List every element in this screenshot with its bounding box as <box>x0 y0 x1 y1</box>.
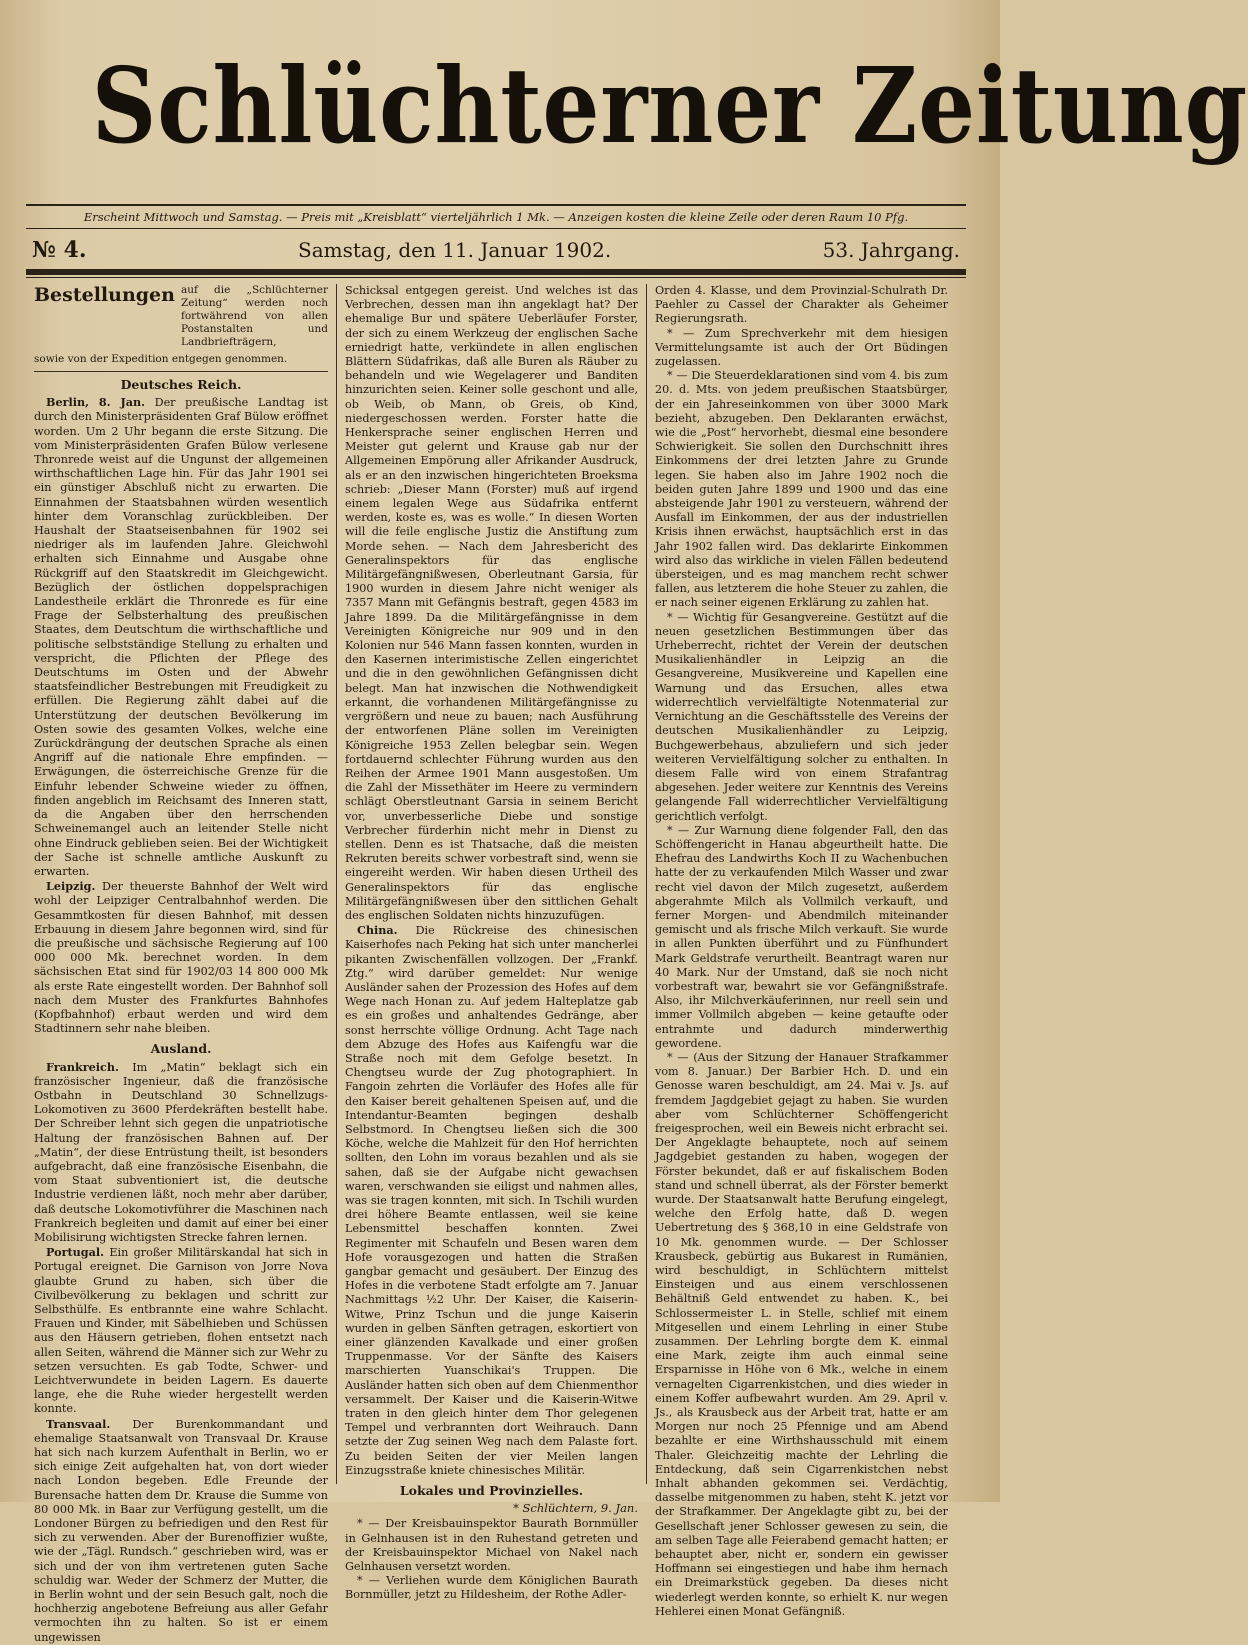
lead-berlin: Berlin, 8. Jan. <box>46 395 146 410</box>
section-lokales: Lokales und Provinzielles. <box>399 1483 584 1499</box>
subscription-text: auf die „Schlüchterner Zeitung“ werden noch fortwährend von allen Postanstalten und Landbriefträgern, <box>180 284 328 348</box>
rule-thin <box>26 277 966 278</box>
subscription-title: Bestellungen <box>34 284 175 306</box>
subscription-notice <box>34 284 328 349</box>
article-leipzig <box>34 879 328 1036</box>
article-portugal <box>34 1245 328 1416</box>
lead-portugal: Portugal. <box>46 1245 104 1260</box>
local-item-1: * — Der Kreisbauinspektor Baurath Bornmüller in Gelnhausen ist in den Ruhestand getreten und der Kreisbauinspektor Michael von Nakel nach Gelnhausen versetzt worden. <box>345 1517 638 1574</box>
lead-leipzig: Leipzig. <box>46 879 96 894</box>
text-frankreich: Im „Matin“ beklagt sich ein französischer Ingenieur, daß die französische Ostbahn in Deutschland 30 Schnellzugs-Lokomotiven zu 3600 Pferdekräften bestellt habe. Der Schreiber lehnt sich gegen die unpatriotische Haltung der französischen Bahnen auf. Der „Matin“, der diese Entrüstung theilt, ist besonders aufgebracht, daß eine französische Eisenbahn, die vom Staat subventioniert ist, die deutsche Industrie verdienen läßt, noch mehr aber darüber, daß deutsche Lokomotivführer die Maschinen nach Frankreich begleiten und damit auf einer bei einer Mobilisirung wichtigsten Strecke fahren lernen. <box>34 1060 328 1244</box>
article-columns <box>26 284 966 1644</box>
text-berlin: Der preußische Landtag ist durch den Ministerpräsidenten Graf Bülow eröffnet worden. Um 2 Uhr begann die erste Sitzung. Die vom Ministerpräsidenten Grafen Bülow verlesene Thronrede weist auf die Ungunst der allgemeinen wirthschaftlichen Lage hin. Für das Jahr 1901 sei ein günstiger Abschluß nicht zu erwarten. Die Einnahmen der Staatsbahnen würden wesentlich hinter dem Voranschlag zurückbleiben. Der Haushalt der Staatseisenbahnen für 1902 sei niedriger als im laufenden Jahre. Gleichwohl erhalten sich Einnahme und Ausgabe ohne Rückgriff auf den Staatskredit im Gleichgewicht. Bezüglich der östlichen doppelsprachigen Landestheile erklärt die Thronrede es für eine Frage der Selbsterhaltung des preußischen Staates, dem Deutschtum die wirthschaftliche und politische selbstständige Stellung zu erhalten und verspricht, die Pflichten der Pflege des Deutschtums im Osten und der Abwehr staatsfeindlicher Bestrebungen mit Freudigkeit zu erfüllen. Die Regierung zählt dabei auf die Unterstützung der deutschen Bevölkerung im Osten sowie des gesamten Volkes, welche eine Zurückdrängung der deutschen Sprache als einen Angriff auf die nationale Ehre empfinden. — Erwägungen, die österreichische Grenze für die Einfuhr lebender Schweine wieder zu öffnen, finden angeblich im Reichsamt des Inneren statt, da die Angaben über den herrschenden Schweinemangel auch an leitender Stelle nicht ohne Eindruck geblieben seien. Bei der Wichtigkeit der Sache ist schnelle amtliche Auskunft zu erwarten. <box>34 396 329 878</box>
volume-year: 53. Jahrgang. <box>822 238 960 262</box>
local-item-2-cont: Orden 4. Klasse, und dem Provinzial-Schulrath Dr. Paehler zu Cassel der Charakter als Geheimer Regierungsrath. <box>655 284 948 326</box>
dateline <box>26 229 966 269</box>
article-china <box>345 923 638 1478</box>
local-item-3: * — Zum Sprechverkehr mit dem hiesigen Vermittelungsamte ist auch der Ort Büdingen zugelassen. <box>655 326 948 369</box>
column-2 <box>336 284 646 1602</box>
issue-date: Samstag, den 11. Januar 1902. <box>298 238 612 262</box>
local-item-5: * — Wichtig für Gesangvereine. Gestützt auf die neuen gesetzlichen Bestimmungen über das Urheberrecht, richtet der Verein der deutschen Musikalienhändler in Leipzig an die Gesangvereine, Musikvereine und Kapellen eine Warnung und das Ersuchen, alles etwa widerrechtlich vervielfältigte Notenmaterial zur Vernichtung an die Geschäftsstelle des Vereins der deutschen Musikalienhändler zu Leipzig, Buchgewerbehaus, abzuliefern und sich jeder weiteren Vervielfältigung solcher zu enthalten. In diesem Falle wird von einem Strafantrag abgesehen. Jeder weitere zur Kenntnis des Vereins gelangende Fall widerrechtlicher Vervielfältigung gerichtlich verfolgt. <box>655 610 948 823</box>
column-3 <box>646 284 956 1618</box>
column-1 <box>26 284 336 1644</box>
text-leipzig: Der theuerste Bahnhof der Welt wird wohl der Leipziger Centralbahnhof werden. Die Gesammtkosten für diesen Bahnhof, mit dessen Erbauung in diesem Jahre begonnen wird, sind für die preußische und sächsische Regierung auf 100 000 000 Mk. berechnet worden. In dem sächsischen Etat sind für 1902/03 14 800 000 Mk als erste Rate eingestellt worden. Der Bahnhof soll nach dem Muster des Frankfurtes Bahnhofes (Kopfbahnhof) erbaut werden und wird dem Stadtinnern sehr nahe bleiben. <box>34 880 329 1036</box>
local-dateline: * Schlüchtern, 9. Jan. <box>513 1501 638 1516</box>
local-item-6: * — Zur Warnung diene folgender Fall, den das Schöffengericht in Hanau abgeurtheilt hatte. Die Ehefrau des Landwirths Koch II zu Wachenbuchen hatte der zu verkaufenden Milch Wasser und zwar recht viel davon der Milch zugesetzt, außerdem abgerahmte Milch als Vollmilch verkauft, und ferner Morgen- und Abendmilch miteinander gemischt und als frische Milch verkauft. Sie wurde in allen Punkten überführt und zu Fünfhundert Mark Geldstrafe verurtheilt. Beantragt waren nur 40 Mark. Nur der Umstand, daß sie noch nicht vorbestraft war, bewahrt sie vor Gefängnißstrafe. Also, ihr Milchverkäuferinnen, nur reell sein und immer Vollmilch abgeben — keine getaufte oder entrahmte und dadurch minderwerthig gewordene. <box>655 823 948 1050</box>
article-transvaal <box>34 1417 328 1645</box>
text-portugal: Ein großer Militärskandal hat sich in Portugal ereignet. Die Garnison von Jorre Nova glaubte Grund zu haben, sich über die Civilbevölkerung zu beklagen und schritt zur Selbsthülfe. Es entbrannte eine wahre Schlacht. Frauen und Kinder, mit Säbelhieben und Schüssen aus den Häusern getrieben, flohen entsetzt nach allen Seiten, während die Männer sich zur Wehr zu setzen versuchten. Es gab Todte, Schwer- und Leichtverwundete in beiden Lagern. Es dauerte lange, ehe die Ruhe wieder hergestellt werden konnte. <box>34 1246 328 1416</box>
section-deutsches-reich: Deutsches Reich. <box>120 377 242 392</box>
article-berlin <box>34 395 328 879</box>
subscription-tail: sowie von der Expedition entgegen genommen. <box>34 353 328 372</box>
text-china: Die Rückreise des chinesischen Kaiserhofes nach Peking hat sich unter mancherlei pikanten Zwischenfällen vollzogen. Der „Frankf. Ztg.“ wird darüber gemeldet: Nur wenige Ausländer sahen der Prozession des Hofes auf dem Wege nach Honan zu. Auf jedem Halteplatze gab es ein großes und anhaltendes Gedränge, aber sonst herrschte völlige Ordnung. Acht Tage nach dem Abzuge des Hofes aus Kaifengfu war die Straße noch mit dem Gefolge besetzt. In Chengtseu wurde der Zug photographiert. In Fangoin zehrten die Vorläufer des Hofes alle für den Kaiser bereit gehaltenen Speisen auf, und die Intendantur-Beamten begingen deshalb Selbstmord. In Chengtseu ließen sich die 300 Köche, welche die Mahlzeit für den Hof herrichten sollten, den Lohn im voraus bezahlen und als sie sahen, daß sie der Aufgabe nicht gewachsen waren, verschwanden sie eiligst und nahmen alles, was sie tragen konnten, mit sich. In Tschili wurden drei höhere Beamte entlassen, weil sie keine Lebensmittel beschaffen konnten. Zwei Regimenter mit Schaufeln und Besen waren dem Hofe vorausgezogen und hatten die Straßen gangbar gemacht und gesäubert. Der Einzug des Hofes in die verbotene Stadt erfolgte am 7. Januar Nachmittags ½2 Uhr. Der Kaiser, die Kaiserin-Witwe, Prinz Tschun und die junge Kaiserin wurden in gelben Sänften getragen, eskortiert von einer glänzenden Kavalkade und einer großen Truppenmasse. Vor der Sänfte des Kaisers marschierten Yuanschikai's Truppen. Die Ausländer hatten sich oben auf dem Chienmenthor versammelt. Der Kaiser und die Kaiserin-Witwe traten in den gleich hinter dem Thor gelegenen Tempel und verbrannten dort Weihrauch. Dann setzte der Zug seinen Weg nach dem Palaste fort. Zu beiden Seiten der vier Meilen langen Einzugsstraße kniete chinesisches Militär. <box>345 924 638 1477</box>
lead-frankreich: Frankreich. <box>46 1059 119 1074</box>
masthead-title: Schlüchterner Zeitung <box>91 44 1248 167</box>
text-transvaal: Der Burenkommandant und ehemalige Staatsanwalt von Transvaal Dr. Krause hat sich nach kurzem Aufenthalt in Berlin, wo er sich einige Zeit aufgehalten hat, von dort wieder nach London begeben. Edle Freunde der Burensache hatten dem Dr. Krause die Summe von 80 000 Mk. in Baar zur Verfügung gestellt, um die Londoner Bürgen zu befriedigen und den Rest für sich zu verwenden. Aber der Burenoffizier wußte, wie der „Tägl. Rundsch.“ geschrieben wird, was er sich und der von ihm vertretenen guten Sache schuldig war. Weder der Schmerz der Mutter, die in Berlin wohnt und der sein Besuch galt, noch die hochherzig angebotene Befreiung aus aller Gefahr vermochten ihn zu halten. So ist er einem ungewissen <box>34 1417 328 1644</box>
rule-thick <box>26 269 966 275</box>
issue-number: № 4. <box>32 237 87 263</box>
lead-china: China. <box>357 923 398 938</box>
lead-transvaal: Transvaal. <box>46 1416 111 1431</box>
article-frankreich <box>34 1060 328 1246</box>
local-item-2: * — Verliehen wurde dem Königlichen Baurath Bornmüller, jetzt zu Hildesheim, der Rothe Adler- <box>345 1574 638 1602</box>
section-ausland: Ausland. <box>150 1041 212 1057</box>
local-item-7: * — (Aus der Sitzung der Hanauer Strafkammer vom 8. Januar.) Der Barbier Hch. D. und ein Genosse waren beschuldigt, am 24. Mai v. Js. auf fremdem Jagdgebiet gejagt zu haben. Sie wurden aber vom Schlüchterner Schöffengericht freigesprochen, weil ein Beweis nicht erbracht sei. Der Angeklagte behauptete, noch auf seinem Jagdgebiet gestanden zu haben, wogegen der Förster bekundet, daß er auf fiskalischem Boden stand und schnell überrat, als der Förster bemerkt wurde. Der Staatsanwalt hatte Berufung eingelegt, welche den Erfolg hatte, daß D. wegen Uebertretung des § 368,10 in eine Geldstrafe von 10 Mk. genommen wurde. — Der Schlosser Krausbeck, gebürtig aus Bukarest in Rumänien, wird beschuldigt, in Schlüchtern mittelst Einsteigen und aus einem verschlossenen Behältniß Geld entwendet zu haben. K., bei Schlossermeister L. in Stelle, schlief mit einem Mitgesellen und einem Lehrling in einer Stube zusammen. Der Lehrling borgte dem K. einmal eine Mark, zeigte ihm auch einmal seine Ersparnisse in Höhe von 6 Mk., welche in einem vernagelten Cigarrenkistchen, und dies wieder in einem Koffer aufbewahrt wurden. Am 29. April v. Js., als Krausbeck aus der Arbeit trat, hatte er am Morgen nur noch 25 Pfennige und am Abend bezahlte er eine Wirthshausschuld mit einem Thaler. Gleichzeitig machte der Lehrling die Entdeckung, daß sein Cigarrenkistchen nebst Inhalt abhanden gekommen sei. Verdächtig, dasselbe mitgenommen zu haben, steht K. jetzt vor der Strafkammer. Der Angeklagte gibt zu, bei der Gesellschaft jener Schlosser gewesen zu sein, die am selben Tage alle Feierabend gemacht hatten; er behauptet aber, nicht er, sondern ein gewisser Hoffmann sei eingestiegen und habe ihm hernach ein Dreimarkstück gegeben. Da dieses nicht wiederlegt werden konnte, so erhielt K. nur wegen Hehlerei einen Monat Gefängniß. <box>655 1050 948 1618</box>
local-item-4: * — Die Steuerdeklarationen sind vom 4. bis zum 20. d. Mts. von jedem preußischen Staatsbürger, der ein Jahreseinkommen von über 3000 Mark bezieht, abzugeben. Den Deklaranten erwächst, wie die „Post“ hervorhebt, diesmal eine besondere Schwierigkeit. Sie sollen den Durchschnitt ihres Einkommens der drei letzten Jahre zu Grunde legen. Sie haben also im Jahre 1902 noch die beiden guten Jahre 1899 und 1900 und das eine absteigende Jahr 1901 zu versteuern, während der Ausfall im Einkommen, der aus der industriellen Krisis ihnen erwächst, hauptsächlich erst in das Jahr 1902 fallen wird. Das deklarirte Einkommen wird also das wirkliche in vielen Fällen bedeutend übersteigen, und es mag manchem recht schwer fallen, aus letzterem die hohe Steuer zu zahlen, die er nach seiner eigenen Erklärung zu zahlen hat. <box>655 369 948 610</box>
subscription-line: Erscheint Mittwoch und Samstag. — Preis mit „Kreisblatt“ vierteljährlich 1 Mk. — Anzeigen kosten die kleine Zeile oder deren Raum 10 Pfg. <box>26 204 966 229</box>
article-transvaal-cont: Schicksal entgegen gereist. Und welches ist das Verbrechen, dessen man ihn angeklagt hat? Der ehemalige Bur und spätere Ueberläufer Forster, der sich zu einem Werkzeug der englischen Sache erniedrigt hatte, verkündete in allen englischen Blättern Südafrikas, daß alle Buren als Räuber zu behandeln und wie Wegelagerer und Banditen hinzurichten seien. Keiner solle geschont und alle, ob Weib, ob Mann, ob Greis, ob Kind, niedergeschossen werden. Forster hatte die Henkersprache seiner englischen Herren und Meister gut gelernt und Krause gab nur der Allgemeinen Empörung aller Afrikander Ausdruck, als er an den inzwischen hingerichteten Broeksma schrieb: „Dieser Mann (Forster) muß auf irgend einem legalen Wege aus Südafrika entfernt werden, koste es, was es wolle.“ In diesen Worten will die feile englische Justiz die Anstiftung zum Morde sehen. — Nach dem Jahresbericht des Generalinspektors für das englische Militärgefängnißwesen, Oberleutnant Garsia, für 1900 wurden in diesem Jahre nicht weniger als 7357 Mann mit Gefängnis bestraft, gegen 4583 im Jahre 1899. Da die Militärgefängnisse in dem Vereinigten Königreiche nur 909 und in den Kolonien nur 546 Mann fassen konnten, wurden in den Kasernen interimistische Zellen eingerichtet und die in den gewöhnlichen Gefängnissen dicht belegt. Man hat inzwischen die Nothwendigkeit erkannt, die vorhandenen Militärgefängnisse zu vergrößern und neue zu bauen; nach Ausführung der entworfenen Pläne sollen im Vereinigten Königreiche 1953 Zellen belegbar sein. Wegen fortdauernd schlechter Führung wurden aus den Reihen der Armee 1901 Mann ausgestoßen. Um die Zahl der Missethäter im Heere zu vermindern schlägt Oberstleutnant Garsia in seinem Bericht vor, unverbesserliche Diebe und sonstige Verbrecher fürderhin nicht mehr in Dienst zu stellen. Denn es ist Thatsache, daß die meisten Rekruten bereits schwer vorbestraft sind, wenn sie eingereiht werden. Wir haben diesen Urtheil des Generalinspektors für das englische Militärgefängnißwesen über den sittlichen Gehalt des englischen Soldaten nichts hinzuzufügen. <box>345 284 638 922</box>
